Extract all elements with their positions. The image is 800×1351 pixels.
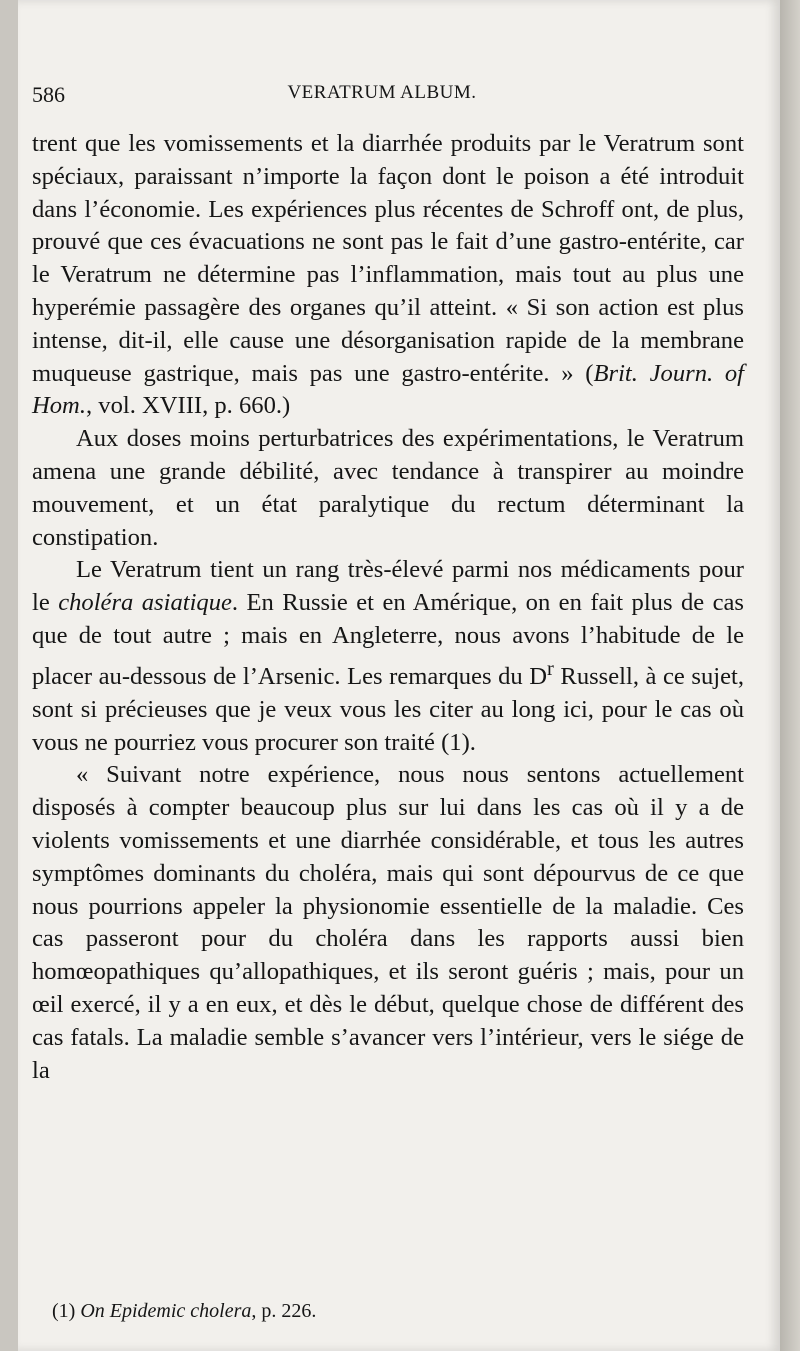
- paragraph-1-text-end: , vol. XVIII, p. 660.): [85, 392, 291, 420]
- doctor-superscript: r: [547, 657, 554, 680]
- paragraph-4: « Suivant notre expérience, nous nous sentons actuellement disposés à compter beaucoup plus sur lui dans les cas où il y a de violents vomissements et une diarrhée considérable, et tous les autres symptômes dominants du choléra, mais qui sont dépourvus de ce que nous pourrions appeler la physionomie essentielle de la maladie. Ces cas passeront pour du choléra dans les rapports aussi bien homœopathiques qu’allopathiques, et ils seront guéris ; mais, pour un œil exercé, il y a en eux, et dès le début, quelque chose de différent des cas fatals. La maladie semble s’avancer vers l’intérieur, vers le siége de la: [32, 761, 744, 1084]
- book-page: [18, 0, 780, 1351]
- page-number: 586: [32, 82, 65, 107]
- footnote: [52, 1300, 652, 1323]
- paragraph-3: [32, 554, 744, 759]
- cholera-term: choléra asiatique: [58, 589, 232, 617]
- paragraph-2: Aux doses moins perturbatrices des expérimentations, le Veratrum amena une grande débilité, avec tendance à transpirer au moindre mouvement, et un état paralytique du rectum déterminant la constipation.: [32, 425, 744, 551]
- paragraph-3-text-end: Russell, à ce sujet, sont si précieuses que je veux vous les citer au long ici, pour le cas où vous ne pourriez vous procurer son traité (1).: [32, 662, 744, 756]
- footnote-marker: (1): [52, 1300, 76, 1322]
- body-text: [32, 128, 744, 1087]
- paragraph-3-text-mid: . En Russie et en Amérique, on en fait plus de cas que de tout autre ; mais en Angleterre, nous avons l’habitude de le placer au-dessous de l’Arsenic. Les remarques du D: [32, 589, 744, 690]
- journal-reference: Brit. Journ. of Hom.: [32, 359, 744, 420]
- footnote-title: On Epidemic cholera: [80, 1300, 252, 1322]
- footnote-rest: , p. 226.: [251, 1300, 317, 1322]
- paragraph-1: [32, 128, 744, 423]
- page-header: [32, 82, 732, 112]
- page-edge: [780, 0, 800, 1351]
- paragraph-3-text: Le Veratrum tient un rang très-élevé parmi nos médicaments pour le: [32, 556, 744, 617]
- running-title: VERATRUM ALBUM.: [287, 82, 477, 103]
- paragraph-1-text: trent que les vomissements et la diarrhée produits par le Veratrum sont spéciaux, paraissant n’importe la façon dont le poison a été introduit dans l’économie. Les expériences plus récentes de Schroff ont, de plus, prouvé que ces évacuations ne sont pas le fait d’une gastro-entérite, car le Veratrum ne détermine pas l’inflammation, mais tout au plus une hyperémie passagère des organes qu’il atteint. « Si son action est plus intense, dit-il, elle cause une désorganisation rapide de la membrane muqueuse gastrique, mais pas une gastro-entérite. » (: [32, 130, 744, 387]
